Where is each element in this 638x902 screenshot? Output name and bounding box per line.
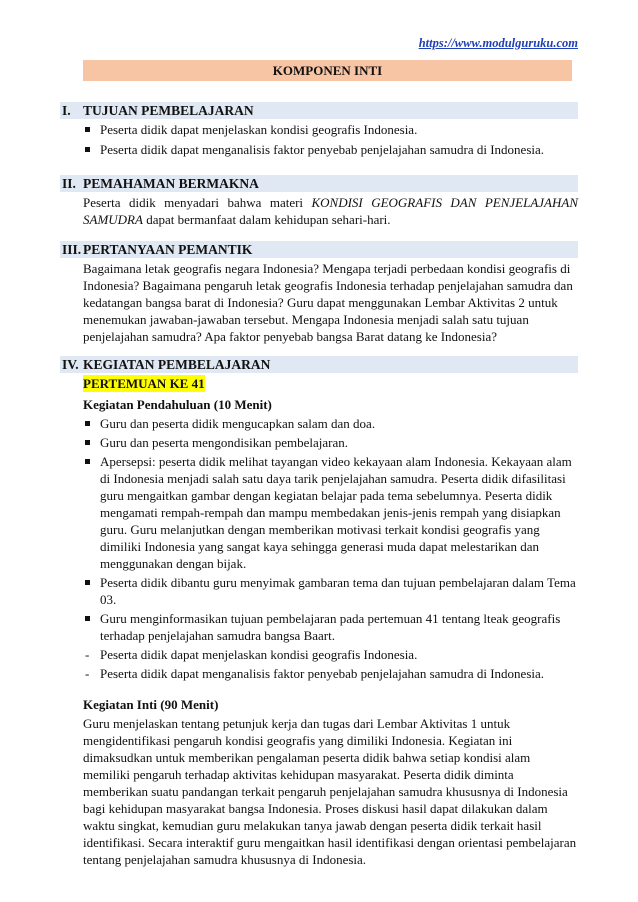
section-title: TUJUAN PEMBELAJARAN <box>83 103 254 118</box>
section-title: PEMAHAMAN BERMAKNA <box>83 176 259 191</box>
section-banner: KOMPONEN INTI <box>83 60 572 81</box>
list-item: Guru menginformasikan tujuan pembelajaran pada pertemuan 41 tentang lteak geografis terhadap penjelajahan samudra bangsa Baart. <box>83 610 578 644</box>
section-tujuan <box>60 102 578 158</box>
text: Peserta didik menyadari bahwa materi <box>83 195 312 210</box>
paragraph: Guru menjelaskan tentang petunjuk kerja dan tugas dari Lembar Aktivitas 1 untuk mengidentifikasi pengaruh kondisi geografis yang dimiliki Indonesia. Kegiatan ini dimaksudkan untuk memberikan pengalaman peserta didik bahwa setiap kondisi alam memiliki pengaruh terhadap aktivitas kehidupan masyarakat. Peserta didik diminta memberikan suatu pandangan terkait pengaruh penjelajahan samudra khususnya di Indonesia bagi kehidupan masyarakat bangsa Indonesia. Proses diskusi hasil dapat dilakukan dalam waktu singkat, kemudian guru melakukan tanya jawab dengan peserta didik terkait hasil identifikasi. Secara interaktif guru mengaitkan hasil identifikasi dengan orientasi pembelajaran tentang penjelajahan samudra khususnya di Indonesia. <box>83 716 577 867</box>
section-pemahaman <box>60 175 578 228</box>
list-item: Apersepsi: peserta didik melihat tayangan video kekayaan alam Indonesia. Kekayaan alam di Indonesia menjadi salah satu daya tarik penjelajahan samudra. Peserta didik difasilitasi guru mengaitkan gambar dengan kegiatan belajar pada tema sebelumnya. Peserta didik mengamati rempah-rempah dan mampu membedakan jenis-jenis rempah yang disiapkan guru. Guru melanjutkan dengan memberikan motivasi terkait kondisi geografis yang dimiliki Indonesia yang sangat kaya sehingga generasi muda dapat melestarikan dan menggunakan dengan bijak. <box>83 453 578 572</box>
section-heading <box>60 102 578 119</box>
section-title: PERTANYAAN PEMANTIK <box>83 242 253 257</box>
section-heading <box>60 175 578 192</box>
paragraph: Bagaimana letak geografis negara Indonesia? Mengapa terjadi perbedaan kondisi geografis di Indonesia? Bagaimana pengaruh letak geografis Indonesia terhadap penjelajahan samudra dan kedatangan bangsa barat di Indonesia? Guru dapat menggunakan Lembar Aktivitas 2 untuk menemukan jawaban-jawaban tersebut. Mengapa Indonesia menjadi salah satu tujuan penjelajahan samudra? Apa faktor penyebab bangsa Barat datang ke Indonesia? <box>83 261 573 344</box>
dash-item: - Peserta didik dapat menganalisis faktor penyebab penjelajahan samudra di Indonesia. <box>83 665 578 682</box>
section-heading <box>60 241 578 258</box>
paragraph <box>83 194 578 228</box>
list-item: Peserta didik dapat menjelaskan kondisi geografis Indonesia. <box>83 121 578 138</box>
list-item: Peserta didik dibantu guru menyimak gambaran tema dan tujuan pembelajaran dalam Tema 03. <box>83 574 578 608</box>
subheading: Kegiatan Inti (90 Menit) <box>83 697 219 712</box>
section-number: III. <box>62 242 82 257</box>
meeting-label: PERTEMUAN KE 41 <box>83 376 205 391</box>
text: dapat bermanfaat dalam kehidupan sehari-hari. <box>142 212 391 227</box>
dash-item: - Peserta didik dapat menjelaskan kondisi geografis Indonesia. <box>83 646 578 663</box>
list-item: Guru dan peserta mengondisikan pembelajaran. <box>83 434 578 451</box>
section-number: IV. <box>62 357 79 372</box>
section-kegiatan <box>60 356 578 868</box>
website-url[interactable]: https://www.modulguruku.com <box>418 36 578 50</box>
section-title: KEGIATAN PEMBELAJARAN <box>83 357 271 372</box>
subheading: Kegiatan Pendahuluan (10 Menit) <box>83 397 272 412</box>
section-heading <box>60 356 578 373</box>
topic-title: KONDISI GEOGRAFIS DAN PENJELAJAHAN SAMUDRA <box>83 195 578 227</box>
list-item: Peserta didik dapat menganalisis faktor penyebab penjelajahan samudra di Indonesia. <box>83 141 578 158</box>
list-item: Guru dan peserta didik mengucapkan salam dan doa. <box>83 415 578 432</box>
section-pertanyaan <box>60 241 578 345</box>
section-number: I. <box>62 103 71 118</box>
section-number: II. <box>62 176 76 191</box>
